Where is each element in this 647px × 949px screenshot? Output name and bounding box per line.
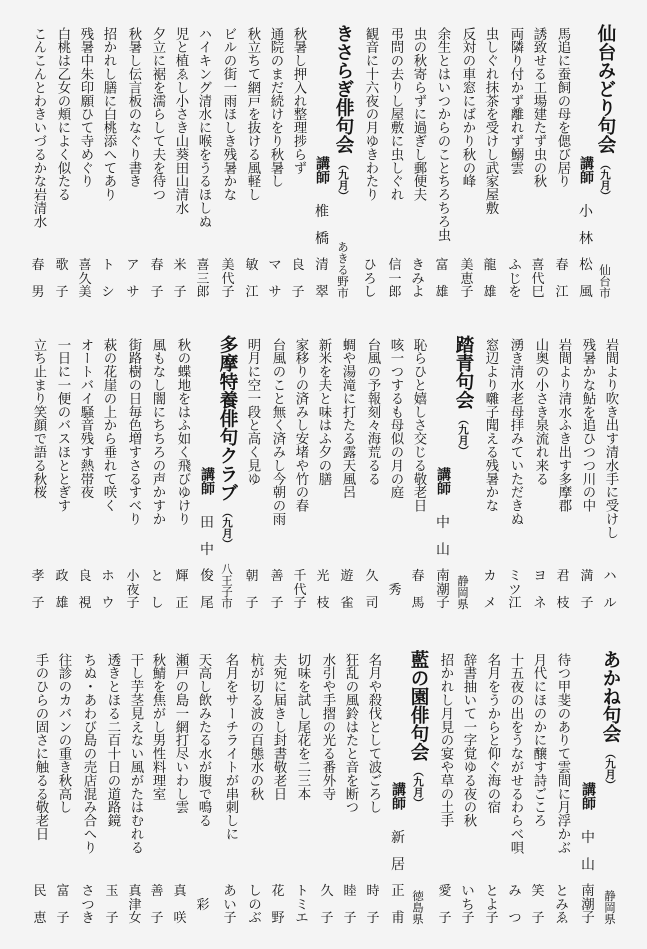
teacher-line bbox=[432, 311, 454, 616]
haiku-text: 誘致せる工場建たず虫の秋 bbox=[531, 27, 546, 188]
poem-column bbox=[291, 626, 313, 931]
haiku-author: 秀 bbox=[388, 582, 402, 598]
haiku-text: 児と植ゑし小さき山葵田山清水 bbox=[173, 27, 188, 215]
group-name: 多摩特養俳句クラブ bbox=[217, 335, 238, 502]
haiku-text: 恥らひと嬉しさ交じる敬老日 bbox=[411, 338, 426, 513]
poem-column bbox=[576, 311, 598, 616]
poem-column bbox=[551, 0, 573, 305]
poem-column bbox=[51, 0, 73, 305]
poem-column bbox=[287, 0, 309, 305]
haiku-text: 名月をサーチライトが串刺しに bbox=[223, 653, 238, 841]
poem-column bbox=[431, 0, 453, 305]
group-location: 仙台市 bbox=[598, 263, 612, 298]
poem-column bbox=[146, 626, 168, 931]
haiku-author: ハ ル bbox=[603, 569, 617, 611]
group-name: あかね句会 bbox=[600, 650, 621, 743]
poem-column bbox=[51, 311, 73, 616]
poem-column bbox=[27, 0, 49, 305]
group-header bbox=[330, 0, 356, 305]
poem-column bbox=[122, 311, 144, 616]
haiku-author: き み よ bbox=[411, 258, 425, 300]
haiku-text: ハイキング清水に喉をうるほしぬ bbox=[196, 27, 211, 228]
haiku-author: あ い 子 bbox=[223, 884, 237, 926]
haiku-author: さ つ き bbox=[81, 884, 95, 926]
haiku-author: 小 夜 子 bbox=[126, 569, 140, 611]
poem-column bbox=[146, 0, 168, 305]
poem-column bbox=[217, 0, 239, 305]
poem-column bbox=[362, 626, 384, 931]
haiku-text: 月代にほのかに醸す詩ごころ bbox=[531, 653, 546, 828]
haiku-author: 政 雄 bbox=[55, 569, 69, 611]
haiku-text: 虫の秋寄らずに過ぎし郵便夫 bbox=[411, 27, 426, 202]
group-month: （九月） bbox=[604, 747, 616, 790]
haiku-text: 蜩や湯滝に打たる露天風呂 bbox=[340, 338, 355, 499]
teacher-line bbox=[311, 0, 333, 305]
haiku-text: 萩の花崖の上から垂れて咲く bbox=[101, 338, 116, 513]
poem-column bbox=[289, 311, 311, 616]
poem-column bbox=[241, 0, 263, 305]
poem-column bbox=[241, 311, 263, 616]
poem-column bbox=[599, 311, 621, 616]
poem-column bbox=[457, 626, 479, 931]
haiku-author: 久 司 bbox=[365, 569, 379, 611]
haiku-text: 名月をうからと仰ぐ海の宿 bbox=[485, 653, 500, 814]
haiku-text: ちぬ・あわび島の売店混み合へり bbox=[81, 653, 96, 854]
group-location: 静岡県 bbox=[603, 889, 617, 924]
haiku-author: 春 男 bbox=[31, 258, 45, 300]
haiku-author: 孝 子 bbox=[31, 569, 45, 611]
haiku-text: 狂乱の風鈴はたと音を断つ bbox=[343, 653, 358, 814]
haiku-author: 美 恵 子 bbox=[460, 258, 474, 300]
haiku-author: 善 子 bbox=[150, 884, 164, 926]
haiku-author: 彩 bbox=[196, 897, 210, 913]
haiku-author: 善 子 bbox=[270, 569, 284, 611]
haiku-text: 天高し飲みたる水が腹で鳴る bbox=[196, 653, 211, 828]
poem-column bbox=[29, 626, 51, 931]
haiku-text: 台風の予報刻々海荒るる bbox=[365, 338, 380, 486]
haiku-text: 通院のまだ続けをり秋暑し bbox=[268, 27, 283, 188]
haiku-text: 名月や殺伐として波ごろし bbox=[366, 653, 381, 814]
band-middle bbox=[0, 311, 647, 626]
haiku-text: 切味を試し尾花を二三本 bbox=[295, 653, 310, 801]
haiku-author: 玉 子 bbox=[105, 884, 119, 926]
haiku-text: 咳一つするも母似の月の庭 bbox=[388, 338, 403, 499]
band-bottom bbox=[0, 626, 647, 949]
poem-column bbox=[171, 311, 193, 616]
teacher-surname: 中 山 bbox=[436, 515, 450, 558]
haiku-text: 招かれし膳に白桃添へてあり bbox=[101, 27, 116, 202]
haiku-text: 風もなし闇にちちろの声かすか bbox=[150, 338, 165, 526]
teacher-surname: 椎 橋 bbox=[315, 204, 329, 247]
haiku-author: 喜 三 郎 bbox=[196, 258, 210, 300]
haiku-author: 喜 久 美 bbox=[78, 258, 92, 300]
poem-column bbox=[551, 626, 573, 931]
poem-column bbox=[219, 626, 241, 931]
haiku-author: 信 一 郎 bbox=[388, 258, 402, 300]
haiku-author: 喜 代 巳 bbox=[531, 258, 545, 300]
haiku-author: ミ ツ 江 bbox=[508, 569, 522, 611]
haiku-text: オートバイ騒音残す熱帯夜 bbox=[78, 338, 93, 499]
poem-column bbox=[504, 311, 526, 616]
haiku-author: と し bbox=[150, 569, 164, 611]
poem-column bbox=[479, 0, 501, 305]
teacher-line bbox=[577, 626, 599, 931]
group-location: 静岡県 bbox=[456, 574, 470, 609]
haiku-text: こんこんとわきいづるかな岩清水 bbox=[31, 27, 46, 228]
poem-column bbox=[504, 626, 526, 931]
poem-column bbox=[384, 311, 406, 616]
haiku-text: 窓辺より囃子聞える残暑かな bbox=[483, 338, 498, 513]
haiku-text: 馬追に蚕飼の母を偲び居り bbox=[555, 27, 570, 188]
haiku-author: し の ぶ bbox=[248, 884, 262, 926]
haiku-text: 十五夜の出をうながせるわらべ唄 bbox=[508, 653, 523, 854]
poem-column bbox=[97, 0, 119, 305]
teacher-surname: 新 居 bbox=[391, 830, 405, 873]
haiku-author: 千 代 子 bbox=[293, 569, 307, 611]
haiku-author: 美 代 子 bbox=[221, 258, 235, 300]
haiku-author: 睦 子 bbox=[343, 884, 357, 926]
poem-column bbox=[27, 311, 49, 616]
poem-column bbox=[169, 626, 191, 931]
haiku-author: 春 江 bbox=[555, 258, 569, 300]
haiku-text: 残暑中朱印願ひて寺めぐり bbox=[78, 27, 93, 188]
teacher-given-name: 南 潮 子 bbox=[581, 883, 595, 926]
group-month: （九月） bbox=[457, 414, 469, 456]
haiku-text: 往診のカバンの重き秋高し bbox=[56, 653, 71, 814]
teacher-given-name: 南 潮 子 bbox=[436, 568, 450, 611]
haiku-author: 真 津 女 bbox=[128, 884, 142, 926]
haiku-text: 杭が切る波の百態水の秋 bbox=[248, 653, 263, 801]
haiku-text: 両隣り付かず離れず鰯雲 bbox=[508, 27, 523, 175]
poem-column bbox=[434, 626, 456, 931]
poem-column bbox=[407, 311, 429, 616]
teacher-given-name: 俊 尾 bbox=[200, 568, 214, 611]
haiku-author: 光 枝 bbox=[316, 569, 330, 611]
teacher-given-name: 清 翠 bbox=[315, 257, 329, 300]
haiku-text: 辞書抽いて一字覚ゆる夜の秋 bbox=[461, 653, 476, 828]
haiku-text: 一日に一便のバスほととぎす bbox=[55, 338, 70, 513]
haiku-author: と み ゑ bbox=[555, 884, 569, 926]
haiku-text: 待つ甲斐のありて雲間に月浮かぶ bbox=[555, 653, 570, 854]
poem-column bbox=[552, 311, 574, 616]
haiku-text: 湧き清水老母拝みていただきぬ bbox=[508, 338, 523, 526]
teacher-label: 講師 bbox=[580, 782, 596, 810]
poem-column bbox=[77, 626, 99, 931]
haiku-author: 花 野 bbox=[271, 884, 285, 926]
teacher-given-name: 松 風 bbox=[579, 257, 593, 300]
group-month: （九月） bbox=[412, 766, 424, 808]
poem-column bbox=[359, 0, 381, 305]
haiku-text: 秋鯖を焦がし男性料理室 bbox=[150, 653, 165, 801]
haiku-author: 愛 子 bbox=[438, 884, 452, 926]
group-name: 藍の園俳句会 bbox=[408, 650, 429, 761]
poem-column bbox=[312, 311, 334, 616]
haiku-author: ホ ウ bbox=[101, 569, 115, 611]
haiku-author: い ち 子 bbox=[461, 884, 475, 926]
poem-column bbox=[384, 0, 406, 305]
poem-column bbox=[101, 626, 123, 931]
haiku-text: 余生とはいつからのことちろちろ虫 bbox=[435, 27, 450, 242]
group-location: 八王子市 bbox=[220, 563, 234, 609]
poem-column bbox=[192, 626, 214, 931]
haiku-author: 春 子 bbox=[150, 258, 164, 300]
haiku-author: 良 子 bbox=[291, 258, 305, 300]
teacher-given-name: 正 甫 bbox=[391, 883, 405, 926]
haiku-text: 街路樹の日毎色増すさるすべり bbox=[126, 338, 141, 526]
teacher-label: 講師 bbox=[199, 467, 215, 495]
poem-column bbox=[527, 626, 549, 931]
haiku-author: 敏 江 bbox=[245, 258, 259, 300]
group-header bbox=[597, 626, 623, 931]
haiku-text: 秋暑し押入れ整理捗らず bbox=[291, 27, 306, 175]
group-month: （九月） bbox=[599, 158, 611, 201]
haiku-author: と よ 子 bbox=[485, 884, 499, 926]
haiku-author: 真 咲 bbox=[173, 884, 187, 926]
haiku-text: 瀬戸の島一網打尽いわし雲 bbox=[173, 653, 188, 814]
haiku-author: ひ ろ し bbox=[363, 258, 377, 300]
haiku-author: 歌 子 bbox=[55, 258, 69, 300]
poem-column bbox=[192, 0, 214, 305]
haiku-author: 民 恵 bbox=[33, 884, 47, 926]
haiku-text: 干し芋茎見えない風がたはむれる bbox=[128, 653, 143, 854]
haiku-author: 久 子 bbox=[320, 884, 334, 926]
haiku-text: 夫宛に届きし封書敬老日 bbox=[271, 653, 286, 801]
group-name: きさらぎ俳句会 bbox=[333, 24, 354, 154]
teacher-line bbox=[575, 0, 597, 305]
poem-column bbox=[456, 0, 478, 305]
haiku-author: 良 視 bbox=[78, 569, 92, 611]
haiku-author: 時 子 bbox=[366, 884, 380, 926]
group-title bbox=[330, 24, 356, 201]
teacher-label: 講師 bbox=[578, 156, 594, 184]
haiku-text: 岩間より清水ふき出す多摩郡 bbox=[556, 338, 571, 513]
teacher-surname: 田 中 bbox=[200, 515, 214, 558]
poem-column bbox=[504, 0, 526, 305]
haiku-text: 透きとほる二百十日の道路鏡 bbox=[105, 653, 120, 828]
haiku-author: み つ bbox=[508, 884, 522, 926]
haiku-text: 手のひらの固さに触るる敬老日 bbox=[33, 653, 48, 841]
poem-column bbox=[316, 626, 338, 931]
haiku-author: ふ じ を bbox=[508, 258, 522, 300]
haiku-text: 明月に空一段と高く見ゆ bbox=[245, 338, 260, 486]
haiku-text: 秋の蝶地をはふ如く飛びゆけり bbox=[175, 338, 190, 526]
poem-column bbox=[267, 626, 289, 931]
group-title bbox=[597, 650, 623, 790]
haiku-author: マ サ bbox=[268, 258, 282, 300]
poem-column bbox=[122, 0, 144, 305]
group-month: （九月） bbox=[221, 506, 233, 549]
haiku-text: 夕立に裾を濡らして夫を待つ bbox=[150, 27, 165, 202]
group-location: 徳島県 bbox=[411, 889, 425, 924]
haiku-text: 反対の車窓にばかり秋の峰 bbox=[460, 27, 475, 188]
haiku-author: ト ミ エ bbox=[295, 884, 309, 926]
haiku-text: 秋暑し伝言板のなぐり書き bbox=[126, 27, 141, 188]
group-location: あきる野市 bbox=[336, 240, 350, 298]
teacher-line bbox=[196, 311, 218, 616]
haiku-text: 台風のこと無く済みし今朝の雨 bbox=[270, 338, 285, 526]
poem-column bbox=[407, 0, 429, 305]
haiku-text: 虫しぐれ抹茶を受けし武家屋敷 bbox=[483, 27, 498, 215]
haiku-author: ヨ ネ bbox=[533, 569, 547, 611]
poem-column bbox=[361, 311, 383, 616]
haiku-author: 龍 雄 bbox=[483, 258, 497, 300]
haiku-author: ト シ bbox=[101, 258, 115, 300]
teacher-line bbox=[387, 626, 409, 931]
poem-column bbox=[244, 626, 266, 931]
haiku-author: 遊 雀 bbox=[340, 569, 354, 611]
poem-column bbox=[124, 626, 146, 931]
poem-column bbox=[481, 626, 503, 931]
poem-column bbox=[339, 626, 361, 931]
haiku-author: 輝 正 bbox=[175, 569, 189, 611]
haiku-text: 立ち止まり笑顔で語る秋桜 bbox=[31, 338, 46, 499]
haiku-author: 春 馬 bbox=[411, 569, 425, 611]
band-top bbox=[0, 0, 647, 315]
poem-column bbox=[52, 626, 74, 931]
haiku-text: 水引や手摺の光る番外寺 bbox=[320, 653, 335, 801]
poem-column bbox=[97, 311, 119, 616]
haiku-text: 招かれし月見の宴や草の土手 bbox=[438, 653, 453, 828]
group-name: 仙台みどり句会 bbox=[595, 24, 616, 154]
poem-column bbox=[264, 0, 286, 305]
group-month: （九月） bbox=[337, 158, 349, 201]
group-name: 踏青句会 bbox=[453, 335, 474, 409]
poem-column bbox=[74, 0, 96, 305]
haiku-text: 残暑かな鮎を追ひつつ川の中 bbox=[580, 338, 595, 513]
poem-column bbox=[266, 311, 288, 616]
teacher-label: 講師 bbox=[314, 156, 330, 184]
haiku-text: 岩間より吹き出す清水手に受けし bbox=[603, 338, 618, 539]
haiku-text: 秋立ちて網戸を抜ける風軽し bbox=[245, 27, 260, 202]
teacher-label: 講師 bbox=[435, 467, 451, 495]
poem-column bbox=[169, 0, 191, 305]
haiku-author: 富 子 bbox=[56, 884, 70, 926]
haiku-author: 満 子 bbox=[580, 569, 594, 611]
poem-column bbox=[527, 0, 549, 305]
poem-column bbox=[479, 311, 501, 616]
haiku-text: 山奥の小さき泉流れ来る bbox=[533, 338, 548, 486]
haiku-author: カ メ bbox=[483, 569, 497, 611]
teacher-label: 講師 bbox=[390, 782, 406, 810]
haiku-author: 朝 子 bbox=[245, 569, 259, 611]
haiku-author: 富 雄 bbox=[435, 258, 449, 300]
haiku-author: 米 子 bbox=[173, 258, 187, 300]
haiku-text: 弔問の去りし屋敷に虫しぐれ bbox=[388, 27, 403, 202]
poem-column bbox=[146, 311, 168, 616]
haiku-text: 新米を夫と味はふ夕の膳 bbox=[316, 338, 331, 486]
poem-column bbox=[336, 311, 358, 616]
haiku-author: ア サ bbox=[126, 258, 140, 300]
haiku-author: 笑 子 bbox=[531, 884, 545, 926]
haiku-text: 観音に十六夜の月ゆきわたり bbox=[363, 27, 378, 202]
haiku-text: 白桃は乙女の頬によく似たる bbox=[55, 27, 70, 202]
haiku-text: 家移りの済みし安堵や竹の春 bbox=[293, 338, 308, 513]
poem-column bbox=[74, 311, 96, 616]
poem-column bbox=[529, 311, 551, 616]
haiku-author: 君 枝 bbox=[556, 569, 570, 611]
teacher-surname: 小 林 bbox=[579, 204, 593, 247]
haiku-text: ビルの街一雨ほしき残暑かな bbox=[221, 27, 236, 202]
teacher-surname: 中 山 bbox=[581, 830, 595, 873]
